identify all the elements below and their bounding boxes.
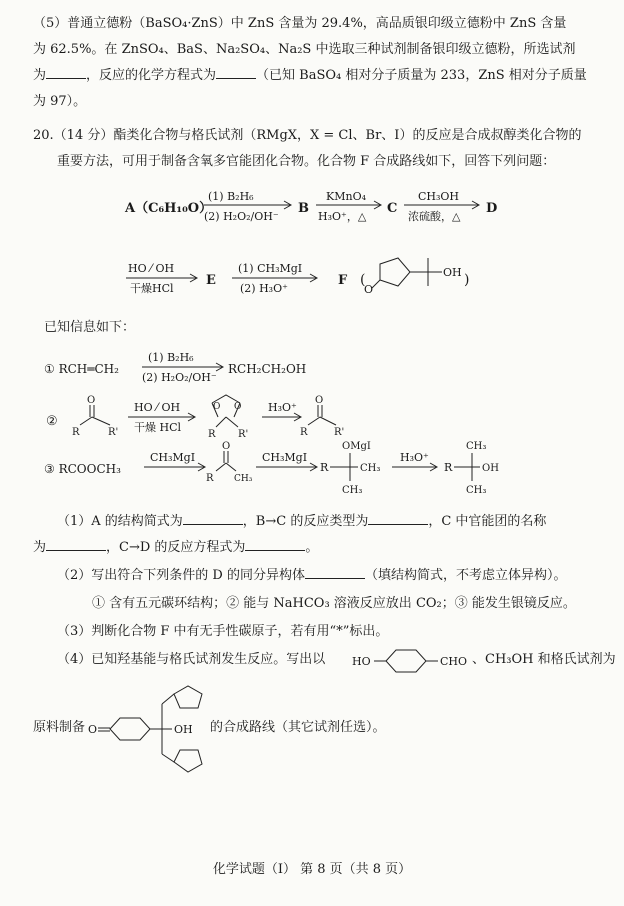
q2-conditions: ① 含有五元碳环结构；② 能与 NaHCO₃ 溶液反应放出 CO₂；③ 能发生银镜反应。 — [92, 596, 576, 611]
svg-text:CH₃: CH₃ — [360, 463, 381, 474]
info2-num: ② — [46, 414, 58, 429]
svg-text:R: R — [300, 427, 308, 438]
svg-text:OH: OH — [482, 463, 499, 474]
svg-text:O: O — [234, 402, 242, 412]
svg-text:O: O — [213, 402, 221, 412]
info3-reag: CH₃MgI — [150, 451, 196, 464]
svg-text:CHO: CHO — [440, 655, 468, 668]
answer-blank — [46, 538, 106, 551]
svg-text:HO: HO — [352, 655, 371, 668]
q5-line3 — [33, 66, 587, 86]
svg-text:R: R — [320, 461, 329, 474]
svg-text:R': R' — [334, 427, 345, 438]
q5-line3-c: （已知 BaSO₄ 相对分子质量为 233，ZnS 相对分子质量 — [256, 68, 587, 83]
answer-blank — [368, 512, 428, 525]
answer-blank — [245, 538, 305, 551]
route-B: B — [298, 201, 309, 216]
svg-text:O: O — [222, 441, 231, 452]
q5-line2: 为 62.5%。在 ZnSO₄、BaS、Na₂SO₄、Na₂S 中选取三种试剂制备银印级立德粉，所选试剂 — [33, 42, 576, 57]
info2-h3o: H₃O⁺ — [268, 401, 297, 414]
info1-end: RCH₂CH₂OH — [228, 362, 307, 376]
svg-text:OMgI: OMgI — [342, 441, 371, 452]
info2-top: HO ⁄ OH — [134, 401, 181, 414]
info3-h3o: H₃O⁺ — [400, 451, 429, 464]
svg-text:): ) — [464, 272, 470, 288]
answer-blank — [183, 512, 243, 525]
info3-reag2: CH₃MgI — [262, 451, 308, 464]
svg-text:R: R — [444, 461, 453, 474]
svg-text:R: R — [208, 429, 216, 440]
route-step1-top: (1) B₂H₆ — [208, 190, 254, 203]
q5-line1: （5）普通立德粉（BaSO₄·ZnS）中 ZnS 含量为 29.4%，高品质银印级立德粉中 ZnS 含量 — [33, 16, 567, 31]
answer-blank — [216, 66, 256, 79]
q5-line3-a: 为 — [33, 68, 47, 83]
route-step4-bot: 干燥HCl — [130, 282, 174, 295]
svg-text:(: ( — [360, 272, 366, 288]
route-step5-bot: (2) H₃O⁺ — [240, 282, 288, 295]
route-E: E — [206, 273, 216, 288]
route-D: D — [486, 201, 498, 216]
route-C: C — [387, 201, 398, 216]
info1-top: (1) B₂H₆ — [148, 351, 194, 364]
route-step2-bot: H₃O⁺，△ — [318, 210, 367, 223]
q20-line1: 20.（14 分）酯类化合物与格氏试剂（RMgX，X = Cl、Br、I）的反应是合成叔醇类化合物的 — [33, 128, 582, 143]
q2-line1: （2）写出符合下列条件的 D 的同分异构体 （填结构简式，不考虑立体异构）。 — [57, 568, 567, 583]
svg-text:CH₃: CH₃ — [342, 485, 363, 495]
route-F: F — [338, 273, 348, 288]
svg-text:R: R — [72, 427, 80, 438]
svg-text:O: O — [87, 395, 96, 406]
compound-F-structure — [372, 258, 442, 288]
known-info-title: 已知信息如下： — [44, 320, 136, 335]
q5-line3-b: ，反应的化学方程式为 — [86, 68, 217, 83]
route-step4-top: HO ⁄ OH — [128, 262, 175, 275]
q4-line2-start: 原料制备 — [33, 720, 86, 735]
route-step2-top: KMnO₄ — [326, 190, 366, 203]
svg-text:CH₃: CH₃ — [466, 485, 487, 495]
route-step1-bot: (2) H₂O₂/OH⁻ — [204, 210, 279, 223]
route-step3-top: CH₃OH — [418, 190, 460, 203]
q20-line2: 重要方法，可用于制备含氧多官能团化合物。化合物 F 合成路线如下，回答下列问题： — [57, 154, 556, 169]
svg-text:O: O — [364, 283, 374, 296]
svg-text:O: O — [88, 723, 98, 736]
svg-text:CH₃: CH₃ — [466, 441, 487, 452]
svg-text:O: O — [315, 395, 324, 406]
info1-start: ① RCH═CH₂ — [44, 362, 119, 376]
q4-line1-end: 、CH₃OH 和格氏试剂为 — [472, 652, 616, 667]
route-F-oh: OH — [443, 266, 462, 279]
info3-start: ③ RCOOCH₃ — [44, 462, 121, 476]
route-A: A（C₆H₁₀O） — [125, 201, 213, 216]
svg-text:CH₃: CH₃ — [234, 474, 253, 484]
route-step3-bot: 浓硫酸，△ — [408, 210, 461, 223]
answer-blank — [305, 566, 365, 579]
q4-target-structure — [88, 672, 218, 782]
svg-text:R': R' — [108, 427, 119, 438]
svg-text:R: R — [206, 473, 214, 484]
svg-text:R': R' — [238, 429, 249, 440]
info2-bot: 干燥 HCl — [134, 421, 182, 434]
route-step5-top: (1) CH₃MgI — [238, 262, 303, 275]
q1-line1: （1）A 的结构简式为 ，B→C 的反应类型为 ，C 中官能团的名称 — [57, 514, 547, 529]
page-footer: 化学试题（Ⅰ） 第 8 页（共 8 页） — [212, 862, 412, 877]
svg-text:OH: OH — [174, 723, 193, 736]
info1-bot: (2) H₂O₂/OH⁻ — [142, 371, 217, 384]
q4-line2-end: 的合成路线（其它试剂任选）。 — [210, 720, 386, 735]
answer-blank — [46, 66, 86, 79]
q1-line2: 为 ，C→D 的反应方程式为 。 — [33, 540, 319, 555]
known-info-reactions — [0, 345, 624, 495]
q5-line4: 为 97）。 — [33, 94, 87, 109]
q3-line: （3）判断化合物 F 中有无手性碳原子，若有用“*”标出。 — [57, 624, 389, 639]
q4-line1: （4）已知羟基能与格氏试剂发生反应。写出以 — [57, 652, 326, 667]
synthesis-route — [0, 180, 624, 310]
